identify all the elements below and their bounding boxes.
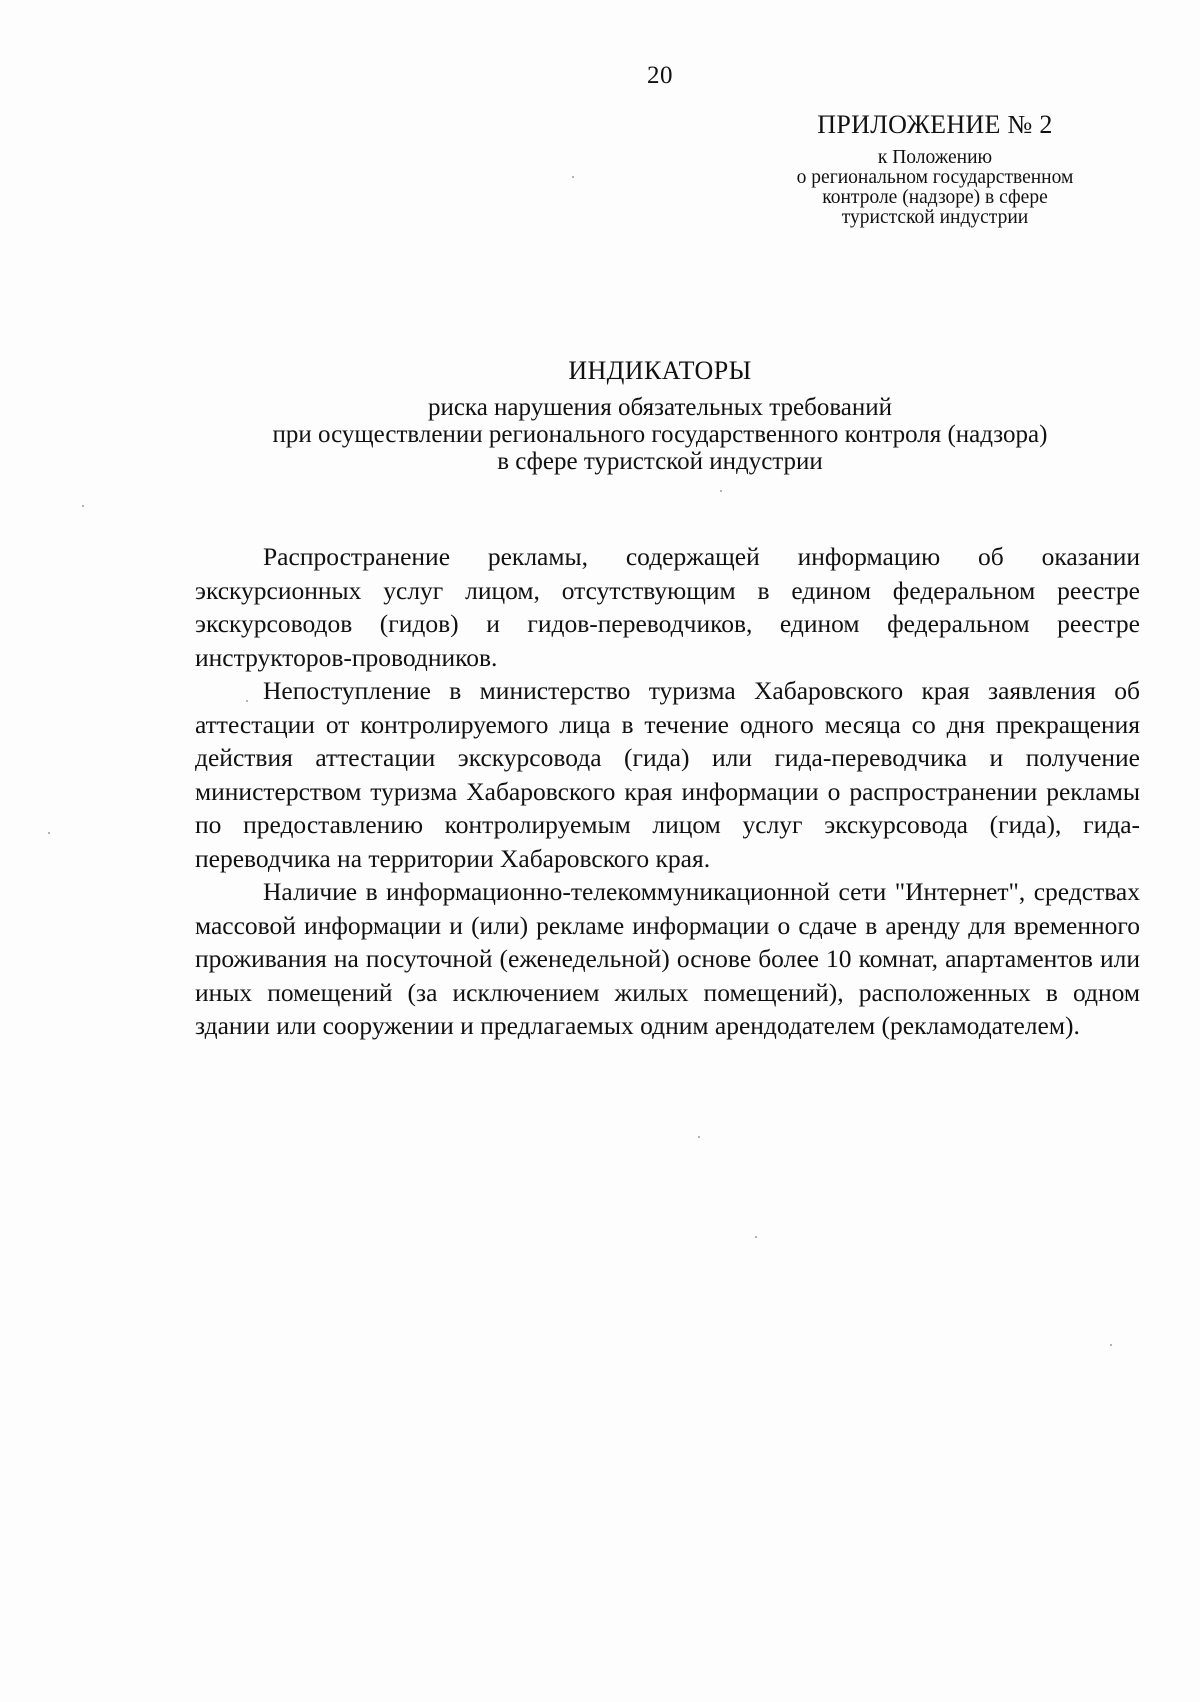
scan-speck xyxy=(720,490,722,492)
scan-speck xyxy=(1110,1344,1112,1346)
heading-line: риска нарушения обязательных требований xyxy=(427,394,893,421)
scan-speck xyxy=(572,176,574,178)
appendix-line: к Положению xyxy=(877,147,993,168)
scan-speck xyxy=(698,1136,700,1138)
paragraph-2: Непоступление в министерство туризма Хабаровского края заявления об аттестации от контролируемого лица в течение одного месяца со дня прекращения действия аттестации экскурсовода (гида) или гида-переводчика и получение министерством туризма Хабаровского края информации о распространении рекламы по предоставлению контролируемым лицом услуг экскурсовода (гида), гида-переводчика на территории Хабаровского края. xyxy=(195,676,1140,873)
appendix-line: контроле (надзоре) в сфере xyxy=(822,187,1048,208)
heading-line: при осуществлении регионального государственного контроля (надзора) xyxy=(272,421,1048,448)
page-number: 20 xyxy=(647,62,673,89)
appendix-line: туристской индустрии xyxy=(841,207,1029,228)
document-body xyxy=(195,540,1140,1043)
heading-line: в сфере туристской индустрии xyxy=(497,448,823,475)
appendix-title: ПРИЛОЖЕНИЕ № 2 xyxy=(817,110,1053,139)
document-heading xyxy=(160,356,1160,475)
scan-speck xyxy=(48,832,50,834)
heading-title: ИНДИКАТОРЫ xyxy=(568,356,752,385)
appendix-line: о региональном государственном xyxy=(796,167,1074,188)
appendix-block xyxy=(760,110,1110,228)
paragraph-1: Распространение рекламы, содержащей информацию об оказании экскурсионных услуг лицом, отсутствующим в едином федеральном реестре экскурсоводов (гидов) и гидов-переводчиков, едином федеральном реестре инструкторов-проводников. xyxy=(195,542,1140,672)
scan-speck xyxy=(82,505,84,507)
scan-speck xyxy=(755,1236,757,1238)
scan-speck xyxy=(246,700,248,702)
paragraph-3: Наличие в информационно-телекоммуникационной сети "Интернет", средствах массовой информации и (или) рекламе информации о сдаче в аренду для временного проживания на посуточной (еженедельной) основе более 10 комнат, апартаментов или иных помещений (за исключением жилых помещений), расположенных в одном здании или сооружении и предлагаемых одним арендодателем (рекламодателем). xyxy=(195,877,1140,1040)
